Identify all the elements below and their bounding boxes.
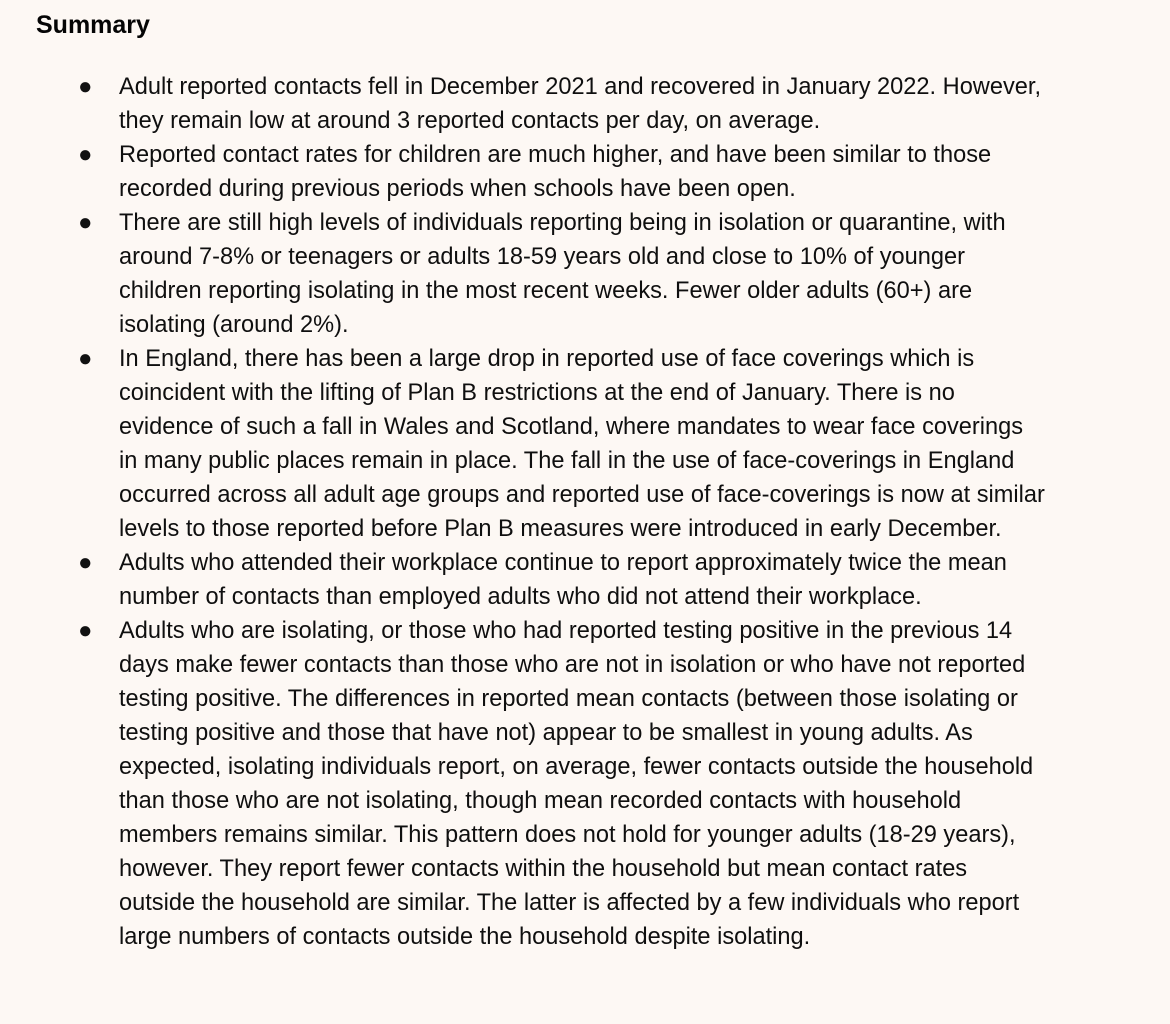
bullet-line: In England, there has been a large drop in reported use of face coverings which is xyxy=(119,346,975,372)
bullet-line: days make fewer contacts than those who are not in isolation or who have not reported xyxy=(119,652,1026,678)
bullet-line: around 7-8% or teenagers or adults 18-59 years old and close to 10% of younger xyxy=(119,244,965,270)
summary-bullet-item xyxy=(0,206,1170,342)
bullet-line: evidence of such a fall in Wales and Scotland, where mandates to wear face coverings xyxy=(119,414,1024,440)
bullet-line: expected, isolating individuals report, on average, fewer contacts outside the household xyxy=(119,754,1034,780)
summary-bullet-item xyxy=(0,342,1170,546)
bullet-text xyxy=(119,342,1137,546)
bullet-text xyxy=(119,614,1137,954)
summary-bullet-item xyxy=(0,70,1170,138)
bullet-line: Adult reported contacts fell in December 2021 and recovered in January 2022. However, xyxy=(119,74,1041,100)
bullet-dot-icon: ● xyxy=(78,549,93,576)
bullet-line: however. They report fewer contacts within the household but mean contact rates xyxy=(119,856,968,882)
bullet-dot-icon: ● xyxy=(78,209,93,236)
bullet-dot-icon: ● xyxy=(78,73,93,100)
bullet-line: they remain low at around 3 reported contacts per day, on average. xyxy=(119,108,821,134)
bullet-text xyxy=(119,138,1137,206)
bullet-line: isolating (around 2%). xyxy=(119,312,349,338)
bullet-line: Reported contact rates for children are much higher, and have been similar to those xyxy=(119,142,992,168)
summary-heading: Summary xyxy=(36,11,150,39)
bullet-line: Adults who attended their workplace continue to report approximately twice the mean xyxy=(119,550,1007,576)
bullet-line: coincident with the lifting of Plan B restrictions at the end of January. There is no xyxy=(119,380,955,406)
bullet-line: recorded during previous periods when schools have been open. xyxy=(119,176,796,202)
summary-bullet-item xyxy=(0,546,1170,614)
bullet-line: than those who are not isolating, though mean recorded contacts with household xyxy=(119,788,962,814)
summary-bullet-item xyxy=(0,614,1170,954)
bullet-line: occurred across all adult age groups and reported use of face-coverings is now at similar xyxy=(119,482,1045,508)
bullet-text xyxy=(119,206,1137,342)
bullet-line: levels to those reported before Plan B measures were introduced in early December. xyxy=(119,516,1002,542)
bullet-line: testing positive and those that have not) appear to be smallest in young adults. As xyxy=(119,720,973,746)
bullet-line: large numbers of contacts outside the household despite isolating. xyxy=(119,924,811,950)
bullet-line: There are still high levels of individuals reporting being in isolation or quarantine, with xyxy=(119,210,1006,236)
bullet-line: Adults who are isolating, or those who had reported testing positive in the previous 14 xyxy=(119,618,1013,644)
bullet-line: number of contacts than employed adults who did not attend their workplace. xyxy=(119,584,922,610)
summary-bullet-item xyxy=(0,138,1170,206)
bullet-line: members remains similar. This pattern does not hold for younger adults (18-29 years), xyxy=(119,822,1016,848)
summary-bullet-list xyxy=(0,70,1170,954)
bullet-text xyxy=(119,546,1137,614)
bullet-line: in many public places remain in place. The fall in the use of face-coverings in England xyxy=(119,448,1015,474)
bullet-dot-icon: ● xyxy=(78,141,93,168)
bullet-dot-icon: ● xyxy=(78,345,93,372)
bullet-text xyxy=(119,70,1137,138)
bullet-dot-icon: ● xyxy=(78,617,93,644)
bullet-line: testing positive. The differences in reported mean contacts (between those isolating or xyxy=(119,686,1018,712)
bullet-line: children reporting isolating in the most recent weeks. Fewer older adults (60+) are xyxy=(119,278,973,304)
bullet-line: outside the household are similar. The latter is affected by a few individuals who report xyxy=(119,890,1020,916)
